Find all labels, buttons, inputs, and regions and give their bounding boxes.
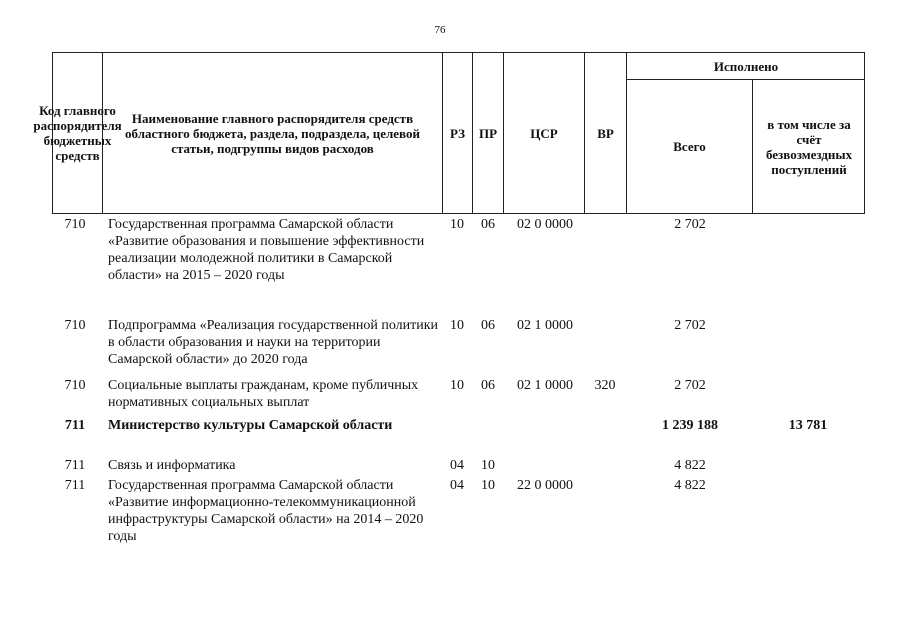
header-total: Всего xyxy=(673,139,706,154)
cell-total: 4 822 xyxy=(674,458,706,473)
cell-name: Подпрограмма «Реализация государственной политики в области образования и науки на территории Самарской области» до 2020 года xyxy=(108,318,439,367)
table-row xyxy=(0,216,905,306)
cell-pr: 10 xyxy=(481,478,495,493)
table-header xyxy=(33,52,865,214)
cell-name: Связь и информатика xyxy=(108,458,236,473)
cell-rz: 04 xyxy=(450,458,464,473)
cell-pr: 06 xyxy=(481,217,495,232)
cell-pr: 06 xyxy=(481,318,495,333)
table-row xyxy=(0,457,905,475)
cell-rz: 10 xyxy=(450,318,464,333)
cell-code: 710 xyxy=(64,378,86,393)
cell-code: 711 xyxy=(64,458,86,473)
table-row xyxy=(0,477,905,549)
cell-rz: 10 xyxy=(450,217,464,232)
cell-csr: 02 0 0000 xyxy=(517,217,573,232)
header-csr: ЦСР xyxy=(530,125,558,141)
cell-total: 2 702 xyxy=(674,217,706,232)
cell-total: 4 822 xyxy=(674,478,706,493)
cell-code: 711 xyxy=(64,418,86,433)
cell-rz: 10 xyxy=(450,378,464,393)
page-number: 76 xyxy=(434,24,446,36)
cell-total: 1 239 188 xyxy=(662,418,718,433)
cell-csr: 22 0 0000 xyxy=(517,478,573,493)
header-pr: ПР xyxy=(478,125,498,141)
header-executed: Исполнено xyxy=(713,58,779,74)
cell-code: 711 xyxy=(64,478,86,493)
header-grants: в том числе за счёт безвозмездных поступлений xyxy=(765,116,853,177)
table-row xyxy=(0,317,905,371)
cell-csr: 02 1 0000 xyxy=(517,318,573,333)
cell-code: 710 xyxy=(64,217,86,232)
table-row xyxy=(0,417,905,437)
cell-csr: 02 1 0000 xyxy=(517,378,573,393)
header-code: Код главного распорядителя бюджетных средств xyxy=(33,103,122,163)
cell-grants: 13 781 xyxy=(788,418,828,433)
header-name: Наименование главного распорядителя средств областного бюджета, раздела, подраздела, целевой статьи, подгруппы видов расходов xyxy=(125,110,420,156)
header-rz: РЗ xyxy=(450,125,465,141)
header-vr: ВР xyxy=(597,125,614,141)
cell-total: 2 702 xyxy=(674,318,706,333)
cell-code: 710 xyxy=(64,318,86,333)
cell-name: Министерство культуры Самарской области xyxy=(108,418,393,433)
cell-name: Государственная программа Самарской области «Развитие информационно-телекоммуникационной инфраструктуры Самарской области» на 2014 – 2020 годы xyxy=(108,478,424,544)
cell-pr: 06 xyxy=(481,378,495,393)
table-row xyxy=(0,377,905,413)
cell-name: Государственная программа Самарской области «Развитие образования и повышение эффективности реализации молодежной политики в Самарской области» на 2015 – 2020 годы xyxy=(108,217,425,283)
cell-rz: 04 xyxy=(450,478,464,493)
cell-vr: 320 xyxy=(594,378,616,393)
cell-total: 2 702 xyxy=(674,378,706,393)
cell-pr: 10 xyxy=(481,458,495,473)
cell-name: Социальные выплаты гражданам, кроме публичных нормативных социальных выплат xyxy=(108,378,419,410)
